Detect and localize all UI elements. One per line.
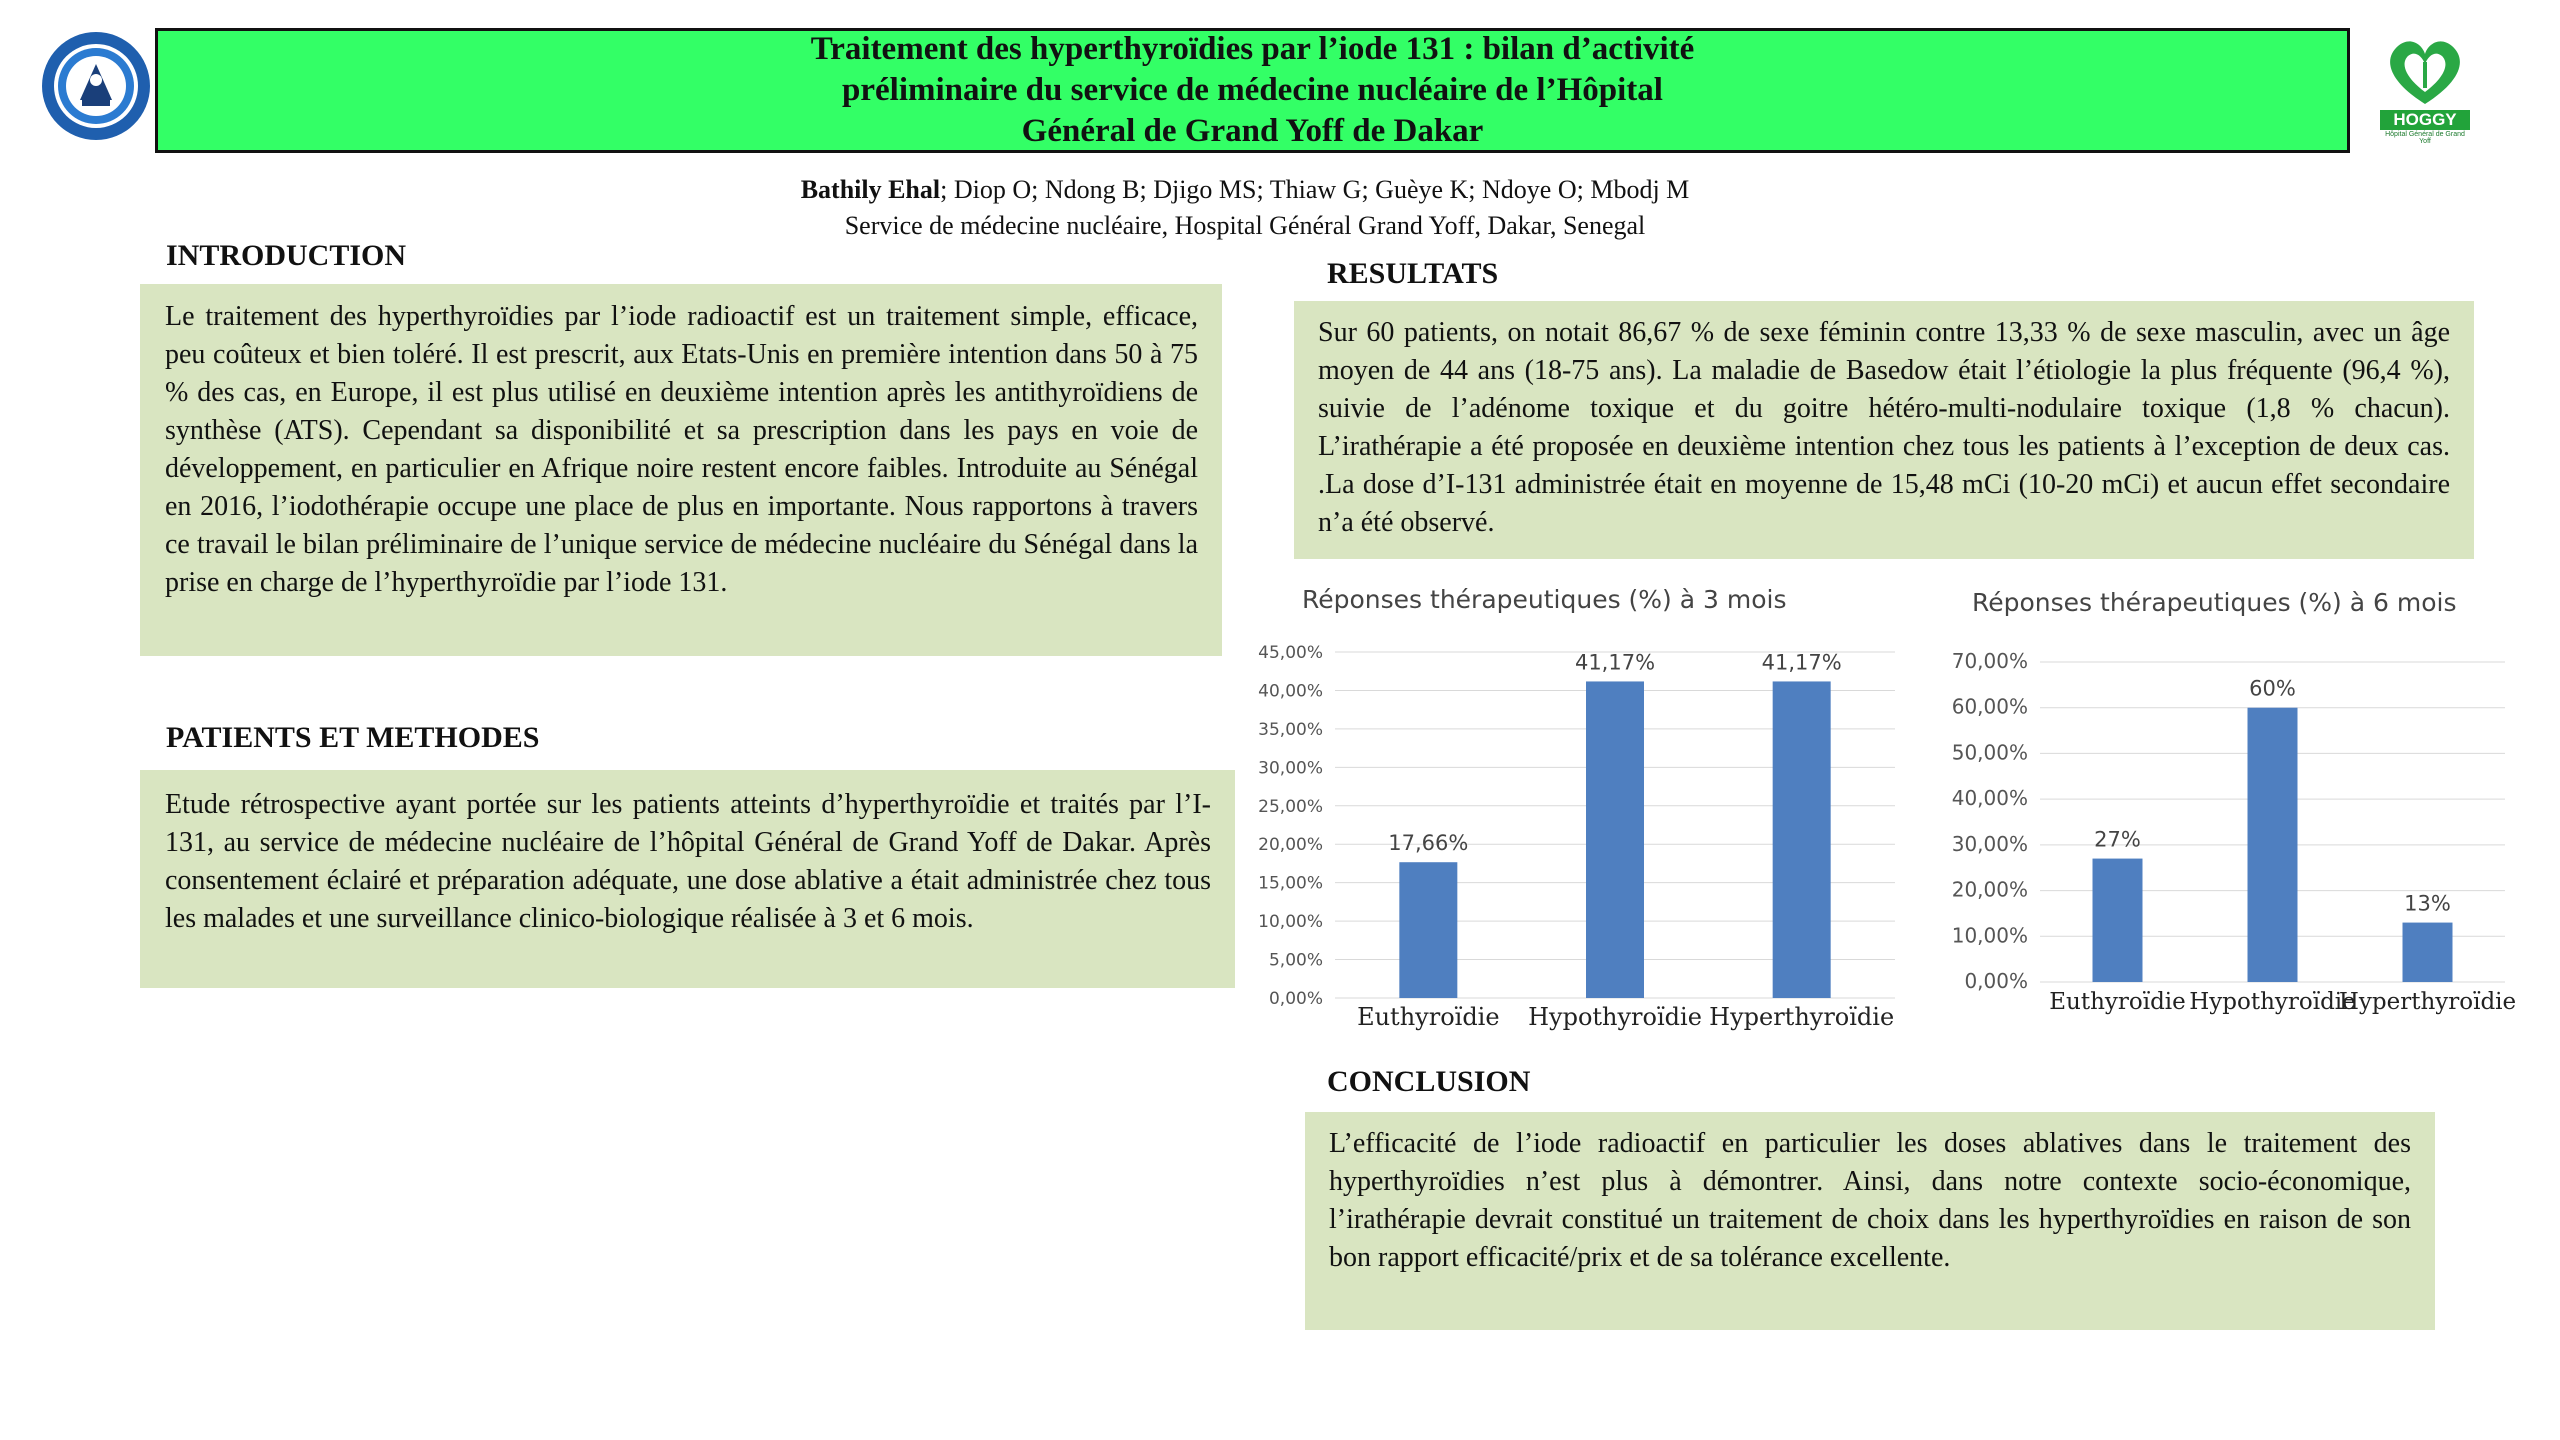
chart-6-months (1920, 632, 2545, 1047)
results-heading: RESULTATS (1327, 257, 1499, 290)
hospital-logo (2380, 32, 2470, 144)
y-tick-label: 30,00% (1258, 758, 1323, 779)
y-tick-label: 30,00% (1951, 831, 2028, 856)
x-category-label: Euthyroïdie (2049, 989, 2186, 1015)
bar (1773, 681, 1831, 998)
y-tick-label: 35,00% (1258, 719, 1323, 740)
x-category-label: Hyperthyroïdie (2338, 989, 2517, 1015)
bar (1586, 681, 1644, 998)
y-tick-label: 15,00% (1258, 873, 1323, 894)
y-tick-label: 10,00% (1951, 923, 2028, 948)
hospital-logo-subtext: Hôpital Général de Grand Yoff (2385, 131, 2465, 145)
title-line: Général de Grand Yoff de Dakar (1021, 113, 1484, 149)
authors-block (0, 172, 2490, 244)
chart-3-months-title: Réponses thérapeutiques (%) à 3 mois (1302, 585, 1787, 614)
x-category-label: Hyperthyroïdie (1709, 1003, 1895, 1031)
co-authors: ; Diop O; Ndong B; Djigo MS; Thiaw G; Guèye K; Ndoye O; Mbodj M (940, 175, 1690, 204)
bar (1399, 862, 1457, 998)
x-category-label: Hypothyroïdie (1528, 1003, 1702, 1031)
bar (2093, 859, 2143, 982)
y-tick-label: 25,00% (1258, 796, 1323, 817)
author-list (0, 172, 2490, 208)
y-tick-label: 10,00% (1258, 912, 1323, 933)
y-tick-label: 50,00% (1951, 740, 2028, 765)
affiliation: Service de médecine nucléaire, Hospital Général Grand Yoff, Dakar, Senegal (844, 211, 1646, 240)
bar (2403, 923, 2453, 982)
poster-title-banner (155, 28, 2350, 153)
y-tick-label: 70,00% (1951, 649, 2028, 673)
y-tick-label: 5,00% (1268, 950, 1323, 971)
y-tick-label: 0,00% (1964, 969, 2028, 993)
methods-heading: PATIENTS ET METHODES (166, 721, 540, 754)
introduction-heading: INTRODUCTION (166, 239, 407, 272)
bar (2248, 708, 2298, 982)
title-line: Traitement des hyperthyroïdies par l’iode 131 : bilan d’activité (810, 31, 1695, 67)
y-tick-label: 20,00% (1951, 877, 2028, 902)
lead-author: Bathily Ehal (800, 175, 941, 204)
x-category-label: Hypothyroïdie (2189, 989, 2356, 1015)
results-text: Sur 60 patients, on notait 86,67 % de sexe féminin contre 13,33 % de sexe masculin, avec un âge moyen de 44 ans (18-75 ans). La maladie de Basedow était l’étiologie la plus fréquente (96,4 %), suivie de l’adénome toxique et du goitre hétéro-multi-nodulaire toxique (1,8 % chacun). L’irathérapie a été proposée en deuxième intention chez tous les patients à l’exception de deux cas. .La dose d’I-131 administrée était en moyenne de 15,48 mCi (10-20 mCi) et aucun effet secondaire n’a été observé. (1294, 301, 2474, 559)
conclusion-text: L’efficacité de l’iode radioactif en particulier les doses ablatives dans le traitement des hyperthyroïdies n’est plus à démontrer. Ainsi, dans notre contexte socio-économique, l’irathérapie devrait constitué un traitement de choix dans les hyperthyroïdies en raison de son bon rapport efficacité/prix et de sa tolérance excellente. (1305, 1112, 2435, 1330)
x-category-label: Euthyroïdie (1357, 1003, 1500, 1031)
data-label: 17,66% (1388, 831, 1469, 856)
data-label: 13% (2404, 891, 2451, 916)
university-seal-logo (40, 30, 152, 142)
y-tick-label: 20,00% (1258, 835, 1323, 856)
data-label: 60% (2249, 676, 2296, 701)
conclusion-heading: CONCLUSION (1327, 1065, 1531, 1098)
y-tick-label: 45,00% (1258, 643, 1323, 663)
methods-text: Etude rétrospective ayant portée sur les patients atteints d’hyperthyroïdie et traités par l’I-131, au service de médecine nucléaire de l’hôpital Général de Grand Yoff de Dakar. Après consentement éclairé et préparation adéquate, une dose ablative a était administrée chez tous les malades et une surveillance clinico-biologique réalisée à 3 et 6 mois. (140, 770, 1235, 988)
data-label: 41,17% (1574, 650, 1656, 675)
hospital-logo-text: HOGGY (2380, 110, 2470, 130)
y-tick-label: 40,00% (1951, 786, 2028, 811)
introduction-text: Le traitement des hyperthyroïdies par l’iode radioactif est un traitement simple, efficace, peu coûteux et bien toléré. Il est prescrit, aux Etats-Unis en première intention dans 50 à 75 % des cas, en Europe, il est plus utilisé en deuxième intention après les antithyroïdiens de synthèse (ATS). Cependant sa disponibilité et sa prescription dans les pays en voie de développement, en particulier en Afrique noire restent encore faibles. Introduite au Sénégal en 2016, l’iodothérapie occupe une place de plus en importante. Nous rapportons à travers ce travail le bilan préliminaire de l’unique service de médecine nucléaire du Sénégal dans la prise en charge de l’hyperthyroïdie par l’iode 131. (140, 284, 1222, 656)
data-label: 27% (2094, 827, 2141, 852)
chart-3-months (1240, 620, 1910, 1040)
y-tick-label: 0,00% (1268, 989, 1323, 1009)
chart-6-months-title: Réponses thérapeutiques (%) à 6 mois (1972, 588, 2457, 617)
data-label: 41,17% (1761, 650, 1842, 675)
y-tick-label: 40,00% (1258, 681, 1323, 702)
y-tick-label: 60,00% (1951, 694, 2028, 719)
heart-leaf-icon (2380, 32, 2470, 112)
poster-title (811, 29, 1695, 152)
title-line: préliminaire du service de médecine nucléaire de l’Hôpital (842, 72, 1663, 108)
